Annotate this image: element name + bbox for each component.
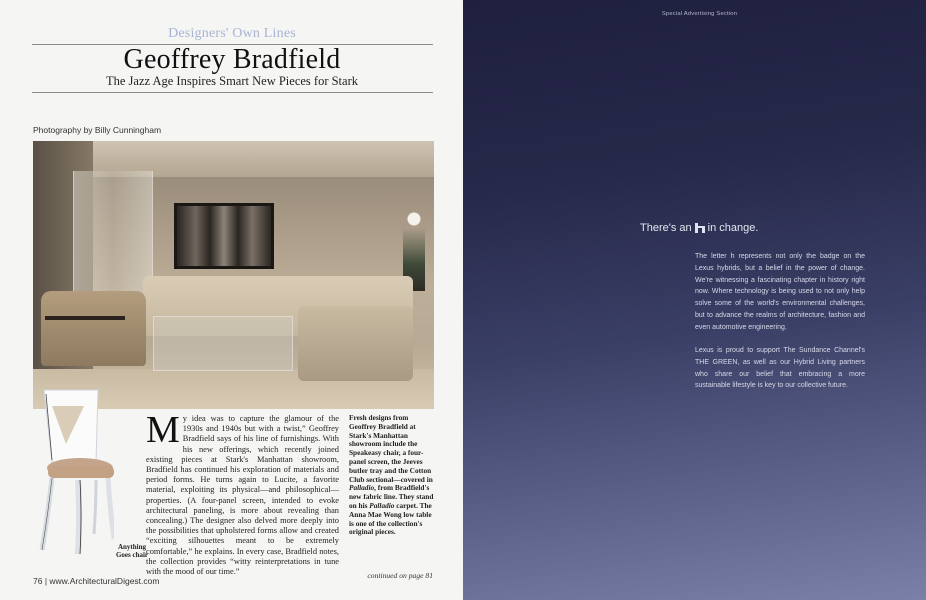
- bottom-rule-divider: [32, 92, 433, 93]
- caption-italic-fabric: Palladio: [349, 483, 375, 493]
- caption-italic-carpet: Palladio: [369, 500, 395, 510]
- article-headline: Geoffrey Bradfield: [123, 44, 341, 75]
- article-body-text: y idea was to capture the glamour of the 1930s and 1940s but with a twist,” Geoffrey Bradfield says of his line of furnishings. With his new offerings, which recently joined existing pieces at Stark's Manhattan showroom, Bradfield has continued his exploration of materials and period forms. He turns again to Lucite, a favorite material, exploiting its physical—and philosophical—properties. (A four-panel screen, intended to evoke architectural paneling, is more about revealing than concealing.) The designer also delved more deeply into the possibilities that upholstered forms allow and created “exciting silhouettes meant to be extremely comfortable,” he explains. In every case, Bradfield notes, the collection provides “witty reinterpretations in tune with the mood of our time.”: [146, 414, 339, 577]
- ad-headline-before: There's an: [640, 222, 692, 234]
- framed-photograph-shape: [174, 203, 274, 269]
- advertising-section-label: Special Advertising Section: [661, 11, 738, 17]
- photo-credit: Photography by Billy Cunningham: [33, 125, 162, 135]
- drop-cap: M: [146, 409, 180, 451]
- article-body: [146, 409, 339, 577]
- armchair-arm-shape: [45, 316, 125, 320]
- continued-on-page-link[interactable]: continued on page 81: [367, 571, 433, 580]
- armchair-shape: [41, 291, 146, 366]
- sectional-sofa-end-shape: [298, 306, 413, 381]
- caption-text: carpet. The Anna Mae Wong low table is one of the collection's original pieces.: [349, 500, 432, 537]
- chair-caption: Anything Goes chair: [115, 543, 149, 559]
- lucite-table-shape: [153, 316, 293, 371]
- lexus-advertisement-page: [463, 0, 926, 600]
- ad-body-copy: [695, 251, 865, 392]
- ad-paragraph: Lexus is proud to support The Sundance Channel's THE GREEN, as well as our Hybrid Living partners who share our belief that embracing a more sustainable lifestyle is key to our collective future.: [695, 347, 865, 390]
- photo-caption-sidebar: [349, 414, 435, 537]
- ad-headline: [640, 222, 758, 234]
- ad-headline-after: in change.: [707, 222, 759, 234]
- ad-paragraph: The letter h represents not only the badge on the Lexus hybrids, but a belief in the power of change. We're witnessing a fascinating chapter in history right now. Where technology is being used to not only help solve some of the world's environmental challenges, but to advance the realms of architecture, fashion and even automotive engineering.: [695, 253, 865, 331]
- article-dek: The Jazz Age Inspires Smart New Pieces for Stark: [105, 74, 358, 88]
- lucite-chair-image: [38, 384, 114, 556]
- section-kicker: Designers' Own Lines: [168, 26, 296, 41]
- caption-text: , from Bradfield's new fabric line. They stand on his: [349, 483, 434, 510]
- living-room-photo: [33, 141, 434, 409]
- caption-text: Fresh designs from Geoffrey Bradfield at Stark's Manhattan showroom include the Speakeasy chair, a four-panel screen, the Jeeves butler tray and the Cotton Club sectional—covered in: [349, 413, 433, 484]
- page-folio: 76 | www.ArchitecturalDigest.com: [33, 576, 160, 586]
- lexus-hybrid-h-badge-icon: [695, 223, 705, 233]
